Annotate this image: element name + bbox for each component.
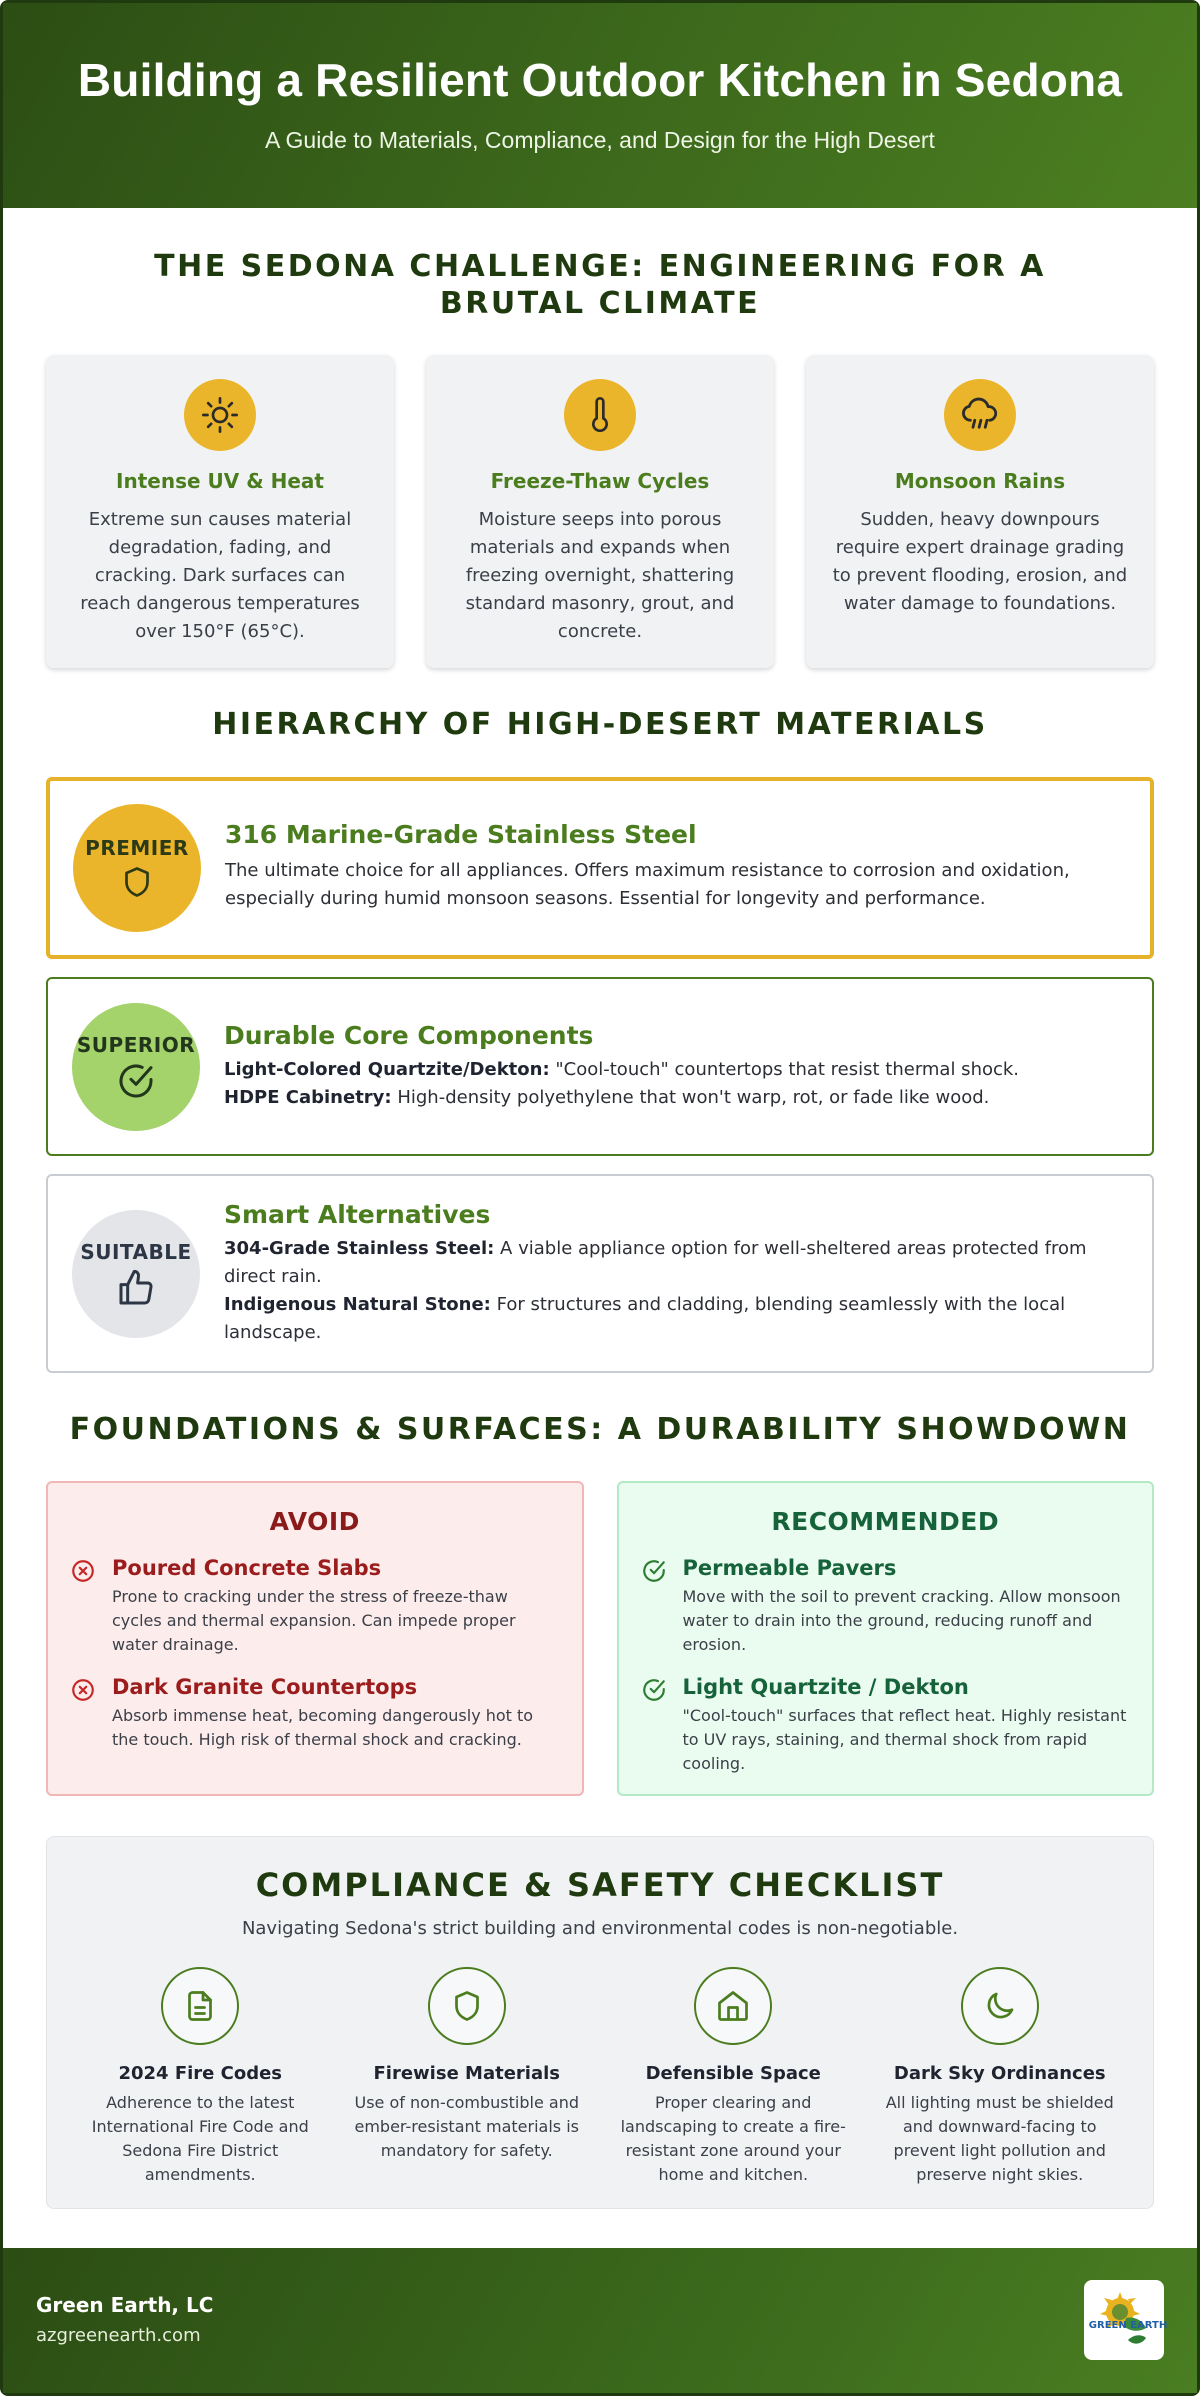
challenge-card-text: Extreme sun causes material degradation, fading, and cracking. Dark surfaces can reach dangerous temperatures over 150°F (65°C). xyxy=(80,509,360,642)
tier-line-label: HDPE Cabinetry: xyxy=(224,1087,392,1108)
list-item-title: Light Quartzite / Dekton xyxy=(682,1675,969,1699)
list-item-title: Poured Concrete Slabs xyxy=(112,1556,382,1580)
list-item-body xyxy=(683,1675,1131,1776)
list-item xyxy=(641,1675,1131,1776)
tier-line-label: Light-Colored Quartzite/Dekton: xyxy=(224,1059,550,1080)
compliance-item-text: Proper clearing and landscaping to create a fire-resistant zone around your home and kitchen. xyxy=(620,2093,846,2184)
challenge-card-title: Freeze-Thaw Cycles xyxy=(490,469,710,493)
tier-badge-premier xyxy=(73,804,201,932)
tier-line-label: Indigenous Natural Stone: xyxy=(224,1294,491,1315)
tier-line xyxy=(224,1056,1019,1084)
challenge-cards xyxy=(46,355,1154,668)
tier-body xyxy=(225,819,1085,913)
tier-badge-superior xyxy=(72,1003,200,1131)
list-item-body xyxy=(683,1556,1131,1657)
list-item-text: "Cool-touch" surfaces that reflect heat. Highly resistant to UV rays, staining, and thermal shock from rapid cooling. xyxy=(682,1706,1127,1773)
check-circle-icon xyxy=(641,1675,669,1776)
company-url[interactable]: azgreenearth.com xyxy=(36,2325,201,2346)
tier-title: Smart Alternatives xyxy=(224,1200,491,1229)
moon-icon xyxy=(961,1967,1039,2045)
tier-line-text: For structures and cladding, blending seamlessly with the local landscape. xyxy=(224,1294,1066,1343)
rain-cloud-icon xyxy=(944,379,1016,451)
tier-badge-label: SUPERIOR xyxy=(76,1032,196,1057)
avoid-heading: AVOID xyxy=(269,1507,360,1536)
tier-badge-suitable xyxy=(72,1210,200,1338)
comparison-columns xyxy=(46,1481,1154,1796)
compliance-item-fire-codes xyxy=(67,1967,334,2187)
thumbs-up-icon xyxy=(116,1268,156,1308)
compliance-section xyxy=(46,1836,1154,2209)
home-icon xyxy=(694,1967,772,2045)
company-name: Green Earth, LC xyxy=(36,2293,214,2317)
compliance-item-text: Adherence to the latest International Fire Code and Sedona Fire District amendments. xyxy=(91,2093,309,2184)
page-title: Building a Resilient Outdoor Kitchen in Sedona xyxy=(77,54,1123,106)
challenge-section xyxy=(3,208,1197,668)
foundations-section xyxy=(3,1373,1197,1796)
challenge-card-text: Moisture seeps into porous materials and expands when freezing overnight, shattering standard masonry, grout, and concrete. xyxy=(465,509,735,642)
tier-line-label: 304-Grade Stainless Steel: xyxy=(224,1238,495,1259)
avoid-column xyxy=(46,1481,584,1796)
challenge-card-freeze-thaw xyxy=(426,355,774,668)
list-item-body xyxy=(112,1675,560,1752)
list-item xyxy=(70,1675,560,1752)
tier-title: 316 Marine-Grade Stainless Steel xyxy=(225,819,697,849)
list-item xyxy=(641,1556,1131,1657)
tier-line-text: A viable appliance option for well-sheltered areas protected from direct rain. xyxy=(224,1238,1087,1287)
list-item xyxy=(70,1556,560,1657)
document-icon xyxy=(161,1967,239,2045)
tier-superior xyxy=(46,977,1154,1156)
list-item-title: Permeable Pavers xyxy=(682,1556,897,1580)
compliance-item-defensible-space xyxy=(600,1967,867,2187)
compliance-items xyxy=(67,1967,1133,2187)
check-circle-icon xyxy=(116,1061,156,1101)
compliance-title: COMPLIANCE & SAFETY CHECKLIST xyxy=(255,1866,945,1904)
shield-icon xyxy=(119,864,155,900)
compliance-item-title: Defensible Space xyxy=(645,2063,821,2084)
challenge-card-title: Monsoon Rains xyxy=(894,469,1066,493)
compliance-subtitle: Navigating Sedona's strict building and environmental codes is non-negotiable. xyxy=(241,1918,959,1939)
list-item-text: Absorb immense heat, becoming dangerously hot to the touch. High risk of thermal shock and cracking. xyxy=(112,1706,534,1749)
compliance-item-title: Firewise Materials xyxy=(373,2063,560,2084)
svg-text:GREEN EARTH: GREEN EARTH xyxy=(1088,2320,1168,2331)
tier-title: Durable Core Components xyxy=(224,1021,594,1050)
sun-icon xyxy=(184,379,256,451)
list-item-title: Dark Granite Countertops xyxy=(112,1675,418,1699)
tier-line xyxy=(224,1291,1124,1347)
tier-premier xyxy=(46,777,1154,959)
compliance-item-text: Use of non-combustible and ember-resistant materials is mandatory for safety. xyxy=(354,2093,579,2160)
x-circle-icon xyxy=(70,1675,98,1752)
tier-line xyxy=(224,1235,1124,1291)
check-circle-icon xyxy=(641,1556,669,1657)
challenge-card-title: Intense UV & Heat xyxy=(116,469,324,493)
list-item-text: Prone to cracking under the stress of freeze-thaw cycles and thermal expansion. Can impede proper water drainage. xyxy=(112,1587,516,1654)
footer xyxy=(3,2248,1197,2393)
tier-body xyxy=(224,1200,1124,1347)
tier-text: The ultimate choice for all appliances. Offers maximum resistance to corrosion and oxidation, especially during humid monsoon seasons. Essential for longevity and performance. xyxy=(225,859,1070,909)
tier-body xyxy=(224,1021,1019,1112)
tier-badge-label: PREMIER xyxy=(85,836,189,860)
recommended-column xyxy=(617,1481,1155,1796)
thermometer-icon xyxy=(564,379,636,451)
tier-suitable xyxy=(46,1174,1154,1373)
tier-line-text: "Cool-touch" countertops that resist thermal shock. xyxy=(549,1059,1020,1080)
foundations-title: FOUNDATIONS & SURFACES: A DURABILITY SHOWDOWN xyxy=(69,1412,1131,1447)
challenge-title: THE SEDONA CHALLENGE: ENGINEERING FOR A BRUTAL CLIMATE xyxy=(154,249,1046,321)
x-circle-icon xyxy=(70,1556,98,1657)
header-banner xyxy=(3,3,1197,208)
hierarchy-section xyxy=(3,668,1197,1373)
hierarchy-title: HIERARCHY OF HIGH-DESERT MATERIALS xyxy=(212,707,988,742)
list-item-body xyxy=(112,1556,560,1657)
compliance-item-firewise xyxy=(334,1967,601,2187)
tier-line-text: High-density polyethylene that won't warp, rot, or fade like wood. xyxy=(391,1087,990,1108)
tier-line xyxy=(224,1084,1019,1112)
compliance-item-title: Dark Sky Ordinances xyxy=(893,2063,1106,2084)
recommended-heading: RECOMMENDED xyxy=(771,1507,1000,1536)
challenge-card-uv-heat xyxy=(46,355,394,668)
challenge-card-text: Sudden, heavy downpours require expert drainage grading to prevent flooding, erosion, and water damage to foundations. xyxy=(832,509,1128,614)
green-earth-logo-icon xyxy=(1084,2280,1168,2360)
challenge-card-monsoon xyxy=(806,355,1154,668)
compliance-item-title: 2024 Fire Codes xyxy=(118,2063,283,2084)
page-subtitle: A Guide to Materials, Compliance, and Design for the High Desert xyxy=(265,127,935,153)
tier-badge-label: SUITABLE xyxy=(80,1239,192,1264)
list-item-text: Move with the soil to prevent cracking. Allow monsoon water to drain into the ground, reducing runoff and erosion. xyxy=(682,1587,1121,1654)
compliance-item-text: All lighting must be shielded and downward-facing to prevent light pollution and preserve night skies. xyxy=(885,2093,1114,2184)
shield-icon xyxy=(428,1967,506,2045)
compliance-item-dark-sky xyxy=(867,1967,1134,2187)
